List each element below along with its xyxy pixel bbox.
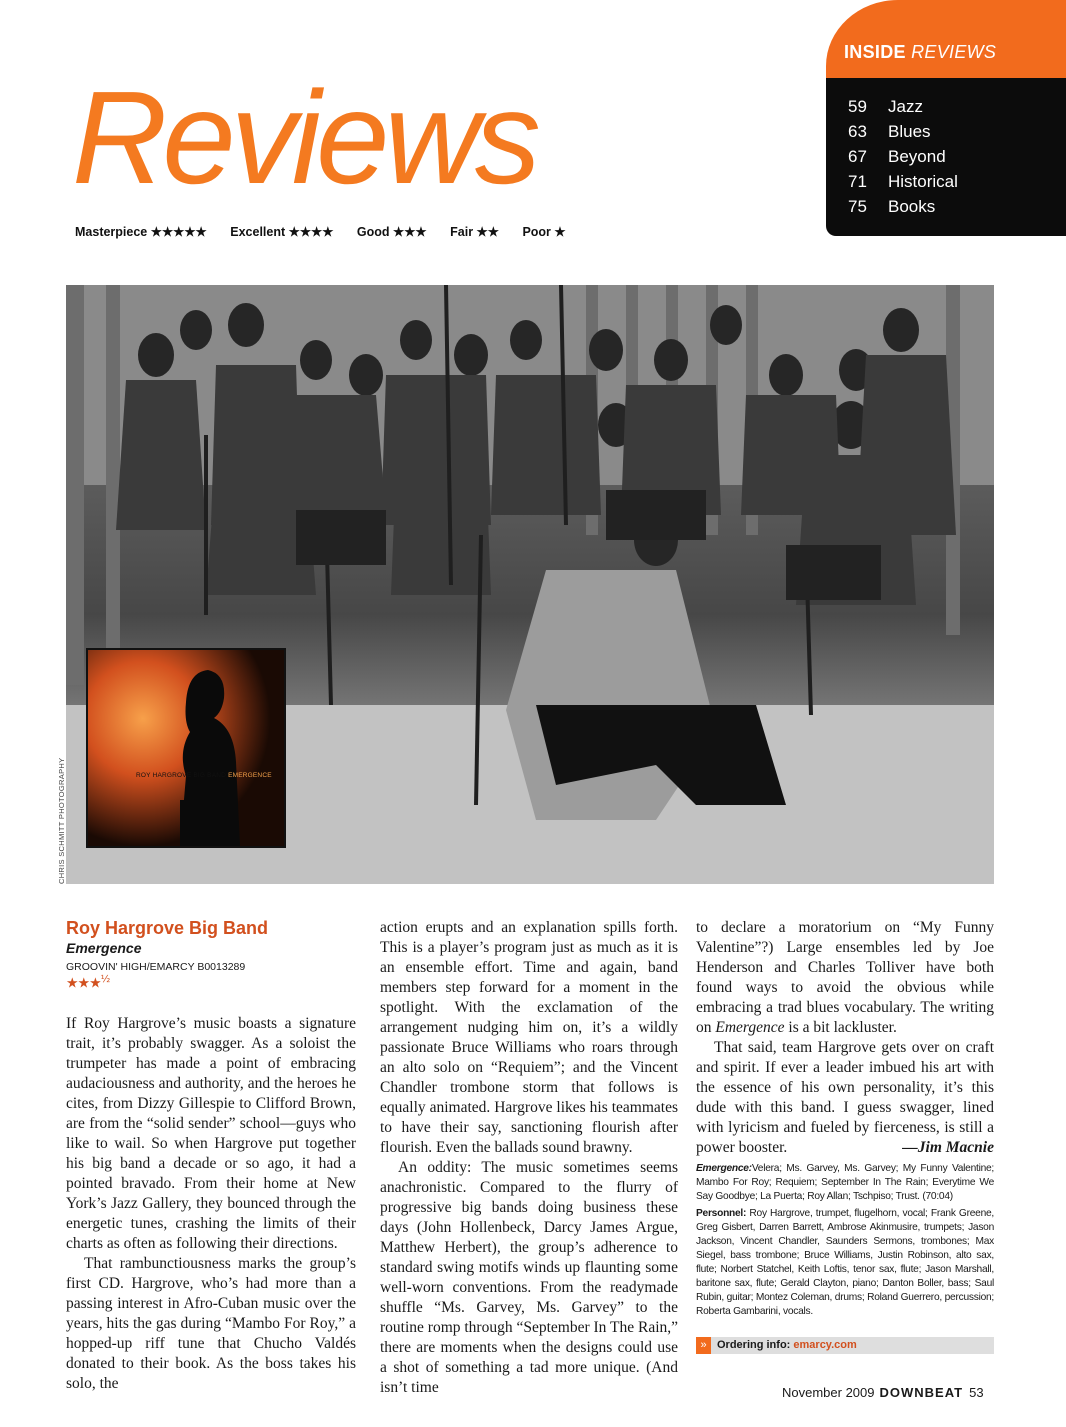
- page-footer: November 2009 DOWNBEAT 53: [782, 1385, 984, 1400]
- inside-item-historical[interactable]: 71 Historical: [848, 172, 958, 191]
- review-paragraph: An oddity: The music sometimes seems anachronistic. Compared to the flurry of progressive big bands doing business these days (John Hollenbeck, Darcy James Argue, Matthew Herbert), the group’s adherence to standard swing motifs winds up flaunting some well-worn conventions. From the readymade shuffle “Ms. Garvey, Ms. Garvey” to the routine romp through “September In The Rain,” there are moments when the designs could use a shot of something a tad more unique. (And isn’t time: [380, 1159, 679, 1396]
- inside-reviews-header-bg: [826, 0, 1066, 78]
- review-paragraph: action erupts and an explanation spills forth. This is a player’s program just as much as it is an ensemble effort. Time and again, band members step forward for a moment in the spotlight. With the exclamation of the arrangement nudging him on, it’s a wildly passionate Bruce Williams who roars through an alto solo on “Requiem”; and the Vincent Chandler trombone storm that follows is equally animated. Hargrove likes his teammates to have their say, sanctioning flourish after flourish. Even the ballads sound brawny.: [380, 919, 678, 1156]
- review-column-3: [696, 918, 994, 1158]
- legend-fair: Fair ★★: [450, 225, 499, 239]
- track-listing: [696, 1162, 994, 1322]
- album-cover: [86, 648, 286, 848]
- ordering-info: » Ordering info: emarcy.com: [696, 1337, 994, 1354]
- inside-item-beyond[interactable]: 67 Beyond: [848, 147, 946, 166]
- album-cover-text: ROY HARGROVE BIG BAND EMERGENCE: [136, 772, 272, 779]
- rating-legend: [75, 224, 586, 239]
- inside-item-books[interactable]: 75 Books: [848, 197, 936, 216]
- review-author: —Jim Macnie: [902, 1139, 994, 1156]
- review-paragraph: If Roy Hargrove’s music boasts a signature trait, it’s probably swagger. As a soloist the trumpeter has made a point of embracing audaciousness and authority, and the heroes he cites, from Dizzy Gillespie to Clifford Brown, are from the “solid sender” school—guys who like to wail. So when Hargrove put together his big band a decade or so ago, it had a pointed bravado. From their home at New York’s Jazz Gallery, they bounced through the energetic tunes, crashing the limits of their charts as often as following their directions.: [66, 1015, 356, 1252]
- personnel-paragraph: Personnel: Roy Hargrove, trumpet, flugelhorn, vocal; Frank Greene, Greg Gisbert, Darren Barrett, Ambrose Akinmusire, trumpets; Jason Jackson, Vincent Chandler, Saunders Sermons, trombones; Max Siegel, bass trombone; Bruce Williams, Justin Robinson, alto sax, flute; Norbert Statchel, Keith Loftis, tenor sax, flute; Jason Marshall, baritone sax, flute; Gerald Clayton, piano; Danton Boller, bass; Saul Rubin, guitar; Montez Coleman, drums; Roland Guerrero, percussion; Roberta Gambarini, vocals.: [696, 1208, 994, 1317]
- legend-excellent: Excellent ★★★★: [230, 225, 334, 239]
- inside-reviews-list: [848, 94, 958, 219]
- review-paragraph: That rambunctiousness marks the group’s first CD. Hargrove, who’s had more than a passing interest in Afro-Cuban music over the years, hits the gas during “Mambo For Roy,” a hopped-up riff tune that Chucho Valdés donated to their book. As the boss takes his solo, the: [66, 1255, 356, 1392]
- tracks-paragraph: Emergence:Velera; Ms. Garvey, Ms. Garvey; My Funny Valentine; Mambo For Roy; Requiem; September In The Rain; Everytime We Say Goodbye; La Puerta; Roy Allan; Tschpiso; Trust. (70:04): [696, 1163, 994, 1202]
- album-title-emphasis: Emergence: [715, 1019, 785, 1036]
- ordering-link[interactable]: emarcy.com: [793, 1339, 857, 1351]
- review-column-1: [66, 1014, 356, 1394]
- review-headline: Roy Hargrove Big Band: [66, 918, 269, 938]
- inside-reviews-title: INSIDE REVIEWS: [844, 42, 997, 62]
- review-column-2: [380, 918, 678, 1398]
- photo-credit: CHRIS SCHMITT PHOTOGRAPHY: [57, 757, 66, 884]
- legend-good: Good ★★★: [356, 225, 427, 239]
- chevron-right-icon: »: [696, 1337, 711, 1354]
- review-rating: ★★★$^{\frac{1}{2}}$: [66, 974, 111, 992]
- inside-item-blues[interactable]: 63 Blues: [848, 122, 931, 141]
- review-album-title: Emergence: [66, 940, 142, 956]
- legend-masterpiece: Masterpiece ★★★★★: [75, 225, 207, 239]
- inside-reviews-box: [826, 0, 1066, 236]
- album-cover-art: [88, 650, 284, 846]
- inside-item-jazz[interactable]: 59 Jazz: [848, 97, 923, 116]
- page-title: Reviews: [72, 64, 536, 211]
- review-label-info: GROOVIN' HIGH/EMARCY B0013289: [66, 961, 246, 973]
- review-paragraph: That said, team Hargrove gets over on craft and spirit. If ever a leader imbued his art with the essence of his own personality, it’s this dude with this band. I guess swagger, lined with lyricism and fueled by fierceness, is still a power booster. —Jim Macnie: [696, 1039, 994, 1156]
- review-paragraph: to declare a moratorium on “My Funny Valentine”?) Large ensembles led by Joe Henderson and Charles Tolliver have both found ways to avoid the obvious while embracing a trad blues vocabulary. The writing on Emergence is a bit lackluster.: [696, 919, 994, 1036]
- legend-poor: Poor ★: [522, 225, 566, 239]
